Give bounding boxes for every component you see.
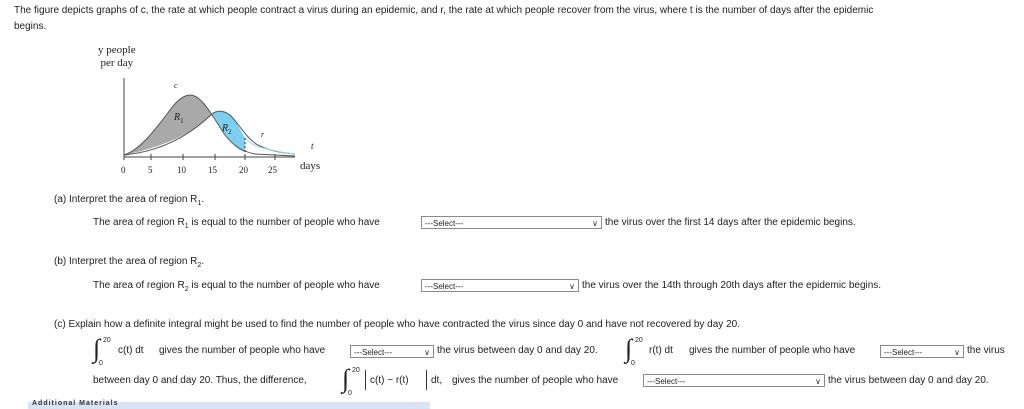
part-b-title-end: . xyxy=(201,256,205,267)
r1-label-letter: R xyxy=(174,112,181,123)
integral-r xyxy=(625,334,643,367)
integral-upper: 20 xyxy=(635,337,643,344)
tick-label: 25 xyxy=(268,165,277,175)
c-gives-text: gives the number of people who have xyxy=(159,345,326,356)
r-label: r xyxy=(261,130,265,139)
intro-line-1: The figure depicts graphs of c, the rate at which people contract a virus during an epidemic, and r, the rate at which people recover from the virus, where t is the number of days after the epidemic xyxy=(14,5,874,16)
difference-intro-text: between day 0 and day 20. Thus, the difference, xyxy=(93,375,307,386)
integral-lower: 0 xyxy=(631,360,635,367)
c-label: c xyxy=(174,81,178,90)
r-curve-tail xyxy=(245,138,295,154)
part-a-title-sub: 1 xyxy=(197,200,202,207)
r-tail-text: the virus xyxy=(967,345,1005,356)
part-a-select[interactable] xyxy=(421,216,602,229)
part-b-title-text: (b) Interpret the area of region R xyxy=(54,256,198,267)
part-c-select-3[interactable] xyxy=(643,374,825,387)
r1-label-sub: 1 xyxy=(180,117,184,125)
part-a-text-prefix: The area of region R xyxy=(93,217,185,228)
chevron-down-icon: ∨ xyxy=(815,377,821,386)
part-a-text-mid: is equal to the number of people who have xyxy=(188,217,380,228)
t-label: t xyxy=(311,141,314,151)
y-label-line-1: y people xyxy=(98,44,136,56)
integral-sign: ∫ xyxy=(93,334,101,363)
epidemic-graph xyxy=(95,40,335,185)
part-c-select-3-value: ---Select--- xyxy=(647,377,686,386)
chevron-down-icon: ∨ xyxy=(592,219,598,228)
r-gives-text: gives the number of people who have xyxy=(689,345,856,356)
part-a-text-sub: 1 xyxy=(184,223,189,230)
additional-materials-label: Additional Materials xyxy=(32,400,119,407)
chevron-down-icon: ∨ xyxy=(424,348,430,357)
part-b-title-sub: 2 xyxy=(197,262,202,269)
tick-label: 5 xyxy=(148,165,153,175)
integral-upper: 20 xyxy=(103,337,111,344)
r2-label xyxy=(222,123,232,136)
r2-label-sub: 2 xyxy=(228,128,232,136)
c-integrand: c(t) dt xyxy=(118,345,144,356)
part-a-title-end: . xyxy=(201,194,205,205)
problem-intro xyxy=(14,3,1014,34)
tick-label: 15 xyxy=(208,165,217,175)
part-c-title: (c) Explain how a definite integral might be used to find the number of people who have contracted the virus since day 0 and have not recovered by day 20. xyxy=(54,319,740,330)
r1-label xyxy=(174,112,184,125)
integral-upper: 20 xyxy=(352,367,360,374)
part-b-text-sub: 2 xyxy=(184,286,189,293)
part-b-select-value: ---Select--- xyxy=(425,282,464,291)
c-mid-text: the virus between day 0 and day 20. xyxy=(437,345,598,356)
part-c-select-1-value: ---Select--- xyxy=(354,348,393,357)
part-b-text-mid: is equal to the number of people who have xyxy=(188,280,380,291)
y-label-line-2: per day xyxy=(100,57,134,69)
integral-lower: 0 xyxy=(99,360,103,367)
difference-dt: dt, xyxy=(431,375,443,386)
days-label: days xyxy=(300,160,321,172)
graph-svg xyxy=(95,40,335,185)
part-b-suffix: the virus over the 14th through 20th days after the epidemic begins. xyxy=(582,280,882,291)
chevron-down-icon: ∨ xyxy=(569,282,575,291)
part-a-suffix: the virus over the first 14 days after the epidemic begins. xyxy=(605,217,856,228)
integral-lower: 0 xyxy=(348,390,352,397)
part-b-title xyxy=(54,256,204,269)
part-c-select-2-value: ---Select--- xyxy=(884,348,923,357)
part-c-select-2[interactable] xyxy=(880,345,964,358)
chevron-down-icon: ∨ xyxy=(954,348,960,357)
r-integrand: r(t) dt xyxy=(649,345,673,356)
difference-tail-text: the virus between day 0 and day 20. xyxy=(828,375,989,386)
r2-label-letter: R xyxy=(222,123,229,134)
tick-label: 20 xyxy=(239,165,248,175)
difference-gives-text: gives the number of people who have xyxy=(452,375,619,386)
integral-c xyxy=(93,334,111,367)
part-a-select-value: ---Select--- xyxy=(425,219,464,228)
part-c-select-1[interactable] xyxy=(350,345,434,358)
integral-difference xyxy=(342,364,360,397)
part-b-select[interactable] xyxy=(421,279,579,292)
tick-label: 10 xyxy=(177,165,186,175)
difference-integrand: c(t) − r(t) xyxy=(370,375,409,386)
part-b-statement xyxy=(93,280,380,293)
part-a-title xyxy=(54,194,204,207)
integral-sign: ∫ xyxy=(625,334,633,363)
tick-label: 0 xyxy=(121,165,126,175)
part-a-statement xyxy=(93,217,380,230)
integral-sign: ∫ xyxy=(342,364,350,393)
intro-line-2: begins. xyxy=(14,20,47,32)
part-a-title-text: (a) Interpret the area of region R xyxy=(54,194,198,205)
part-b-text-prefix: The area of region R xyxy=(93,280,185,291)
